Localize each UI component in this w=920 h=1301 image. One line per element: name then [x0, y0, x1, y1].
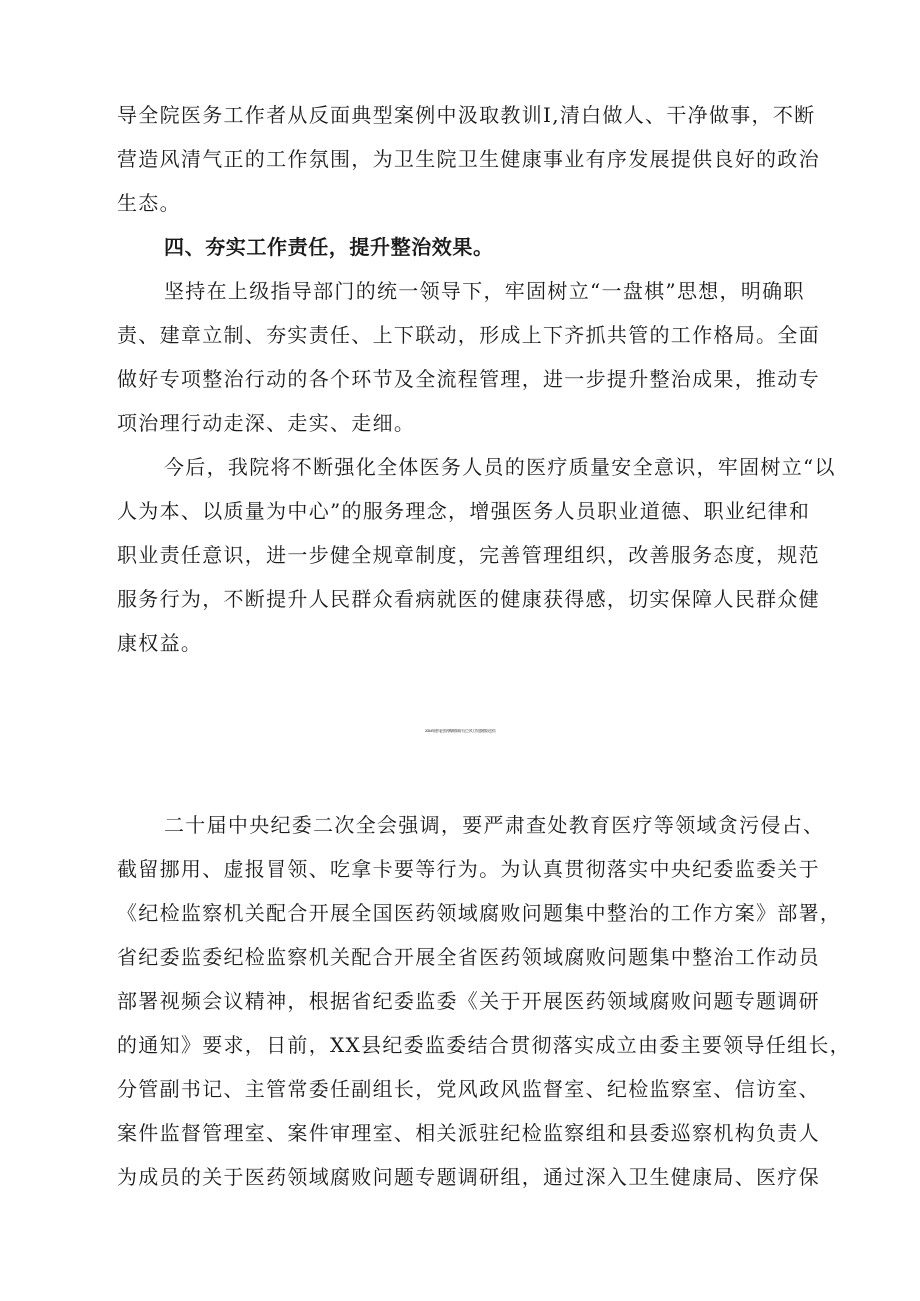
body-text-line: 省纪委监委纪检监察机关配合开展全省医药领域腐败问题集中整治工作动员	[117, 945, 820, 969]
body-text-line: 分管副书记、主管常委任副组长，党风政风监督室、纪检监察室、信访室、	[117, 1077, 820, 1101]
body-text-line: 生态。	[117, 191, 181, 215]
section-heading: 四、夯实工作责任，提升整治效果。	[164, 235, 494, 259]
body-text-line: 营造风清气正的工作氛围，为卫生院卫生健康事业有序发展提供良好的政治	[117, 147, 820, 171]
body-text-line: 做好专项整治行动的各个环节及全流程管理，进一步提升整治成果，推动专	[117, 367, 820, 391]
body-text-line: 服务行为，不断提升人民群众看病就医的健康获得感，切实保障人民群众健	[117, 587, 820, 611]
document-title: 2024年度纠正医药购销领域不正之风工作进展情况总结	[424, 729, 496, 733]
body-text-line: 职业责任意识，进一步健全规章制度，完善管理组织，改善服务态度，规范	[117, 543, 820, 567]
body-text-line: 二十届中央纪委二次全会强调，要严肃查处教育医疗等领域贪污侵占、	[164, 813, 825, 837]
body-text-line: 人为本、以质量为中心”的服务理念，增强医务人员职业道德、职业纪律和	[117, 499, 811, 523]
body-text-line: 责、建章立制、夯实责任、上下联动，形成上下齐抓共管的工作格局。全面	[117, 323, 820, 347]
body-text-line: 导全院医务工作者从反面典型案例中汲取教训I,清白做人、干净做事，不断	[117, 103, 816, 127]
body-text-line: 部署视频会议精神，根据省纪委监委《关于开展医药领域腐败问题专题调研	[117, 989, 820, 1013]
body-text-line: 截留挪用、虚报冒领、吃拿卡要等行为。为认真贯彻落实中央纪委监委关于	[117, 857, 820, 881]
body-text-line: 案件监督管理室、案件审理室、相关派驻纪检监察组和县委巡察机构负责人	[117, 1121, 820, 1145]
body-text-line: 项治理行动走深、走实、走细。	[117, 411, 416, 435]
body-text-line: 的通知》要求，日前，XX县纪委监委结合贯彻落实成立由委主要领导任组长，	[117, 1033, 851, 1057]
body-text-line: 康权益。	[117, 631, 203, 655]
body-text-line: 为成员的关于医药领域腐败问题专题调研组，通过深入卫生健康局、医疗保	[117, 1165, 820, 1189]
body-text-line: 《纪检监察机关配合开展全国医药领域腐败问题集中整治的工作方案》部署，	[117, 901, 842, 925]
body-text-line: 今后，我院将不断强化全体医务人员的医疗质量安全意识，牢固树立“以	[164, 455, 836, 479]
body-text-line: 坚持在上级指导部门的统一领导下，牢固树立“一盘棋”思想，明确职	[164, 279, 805, 303]
